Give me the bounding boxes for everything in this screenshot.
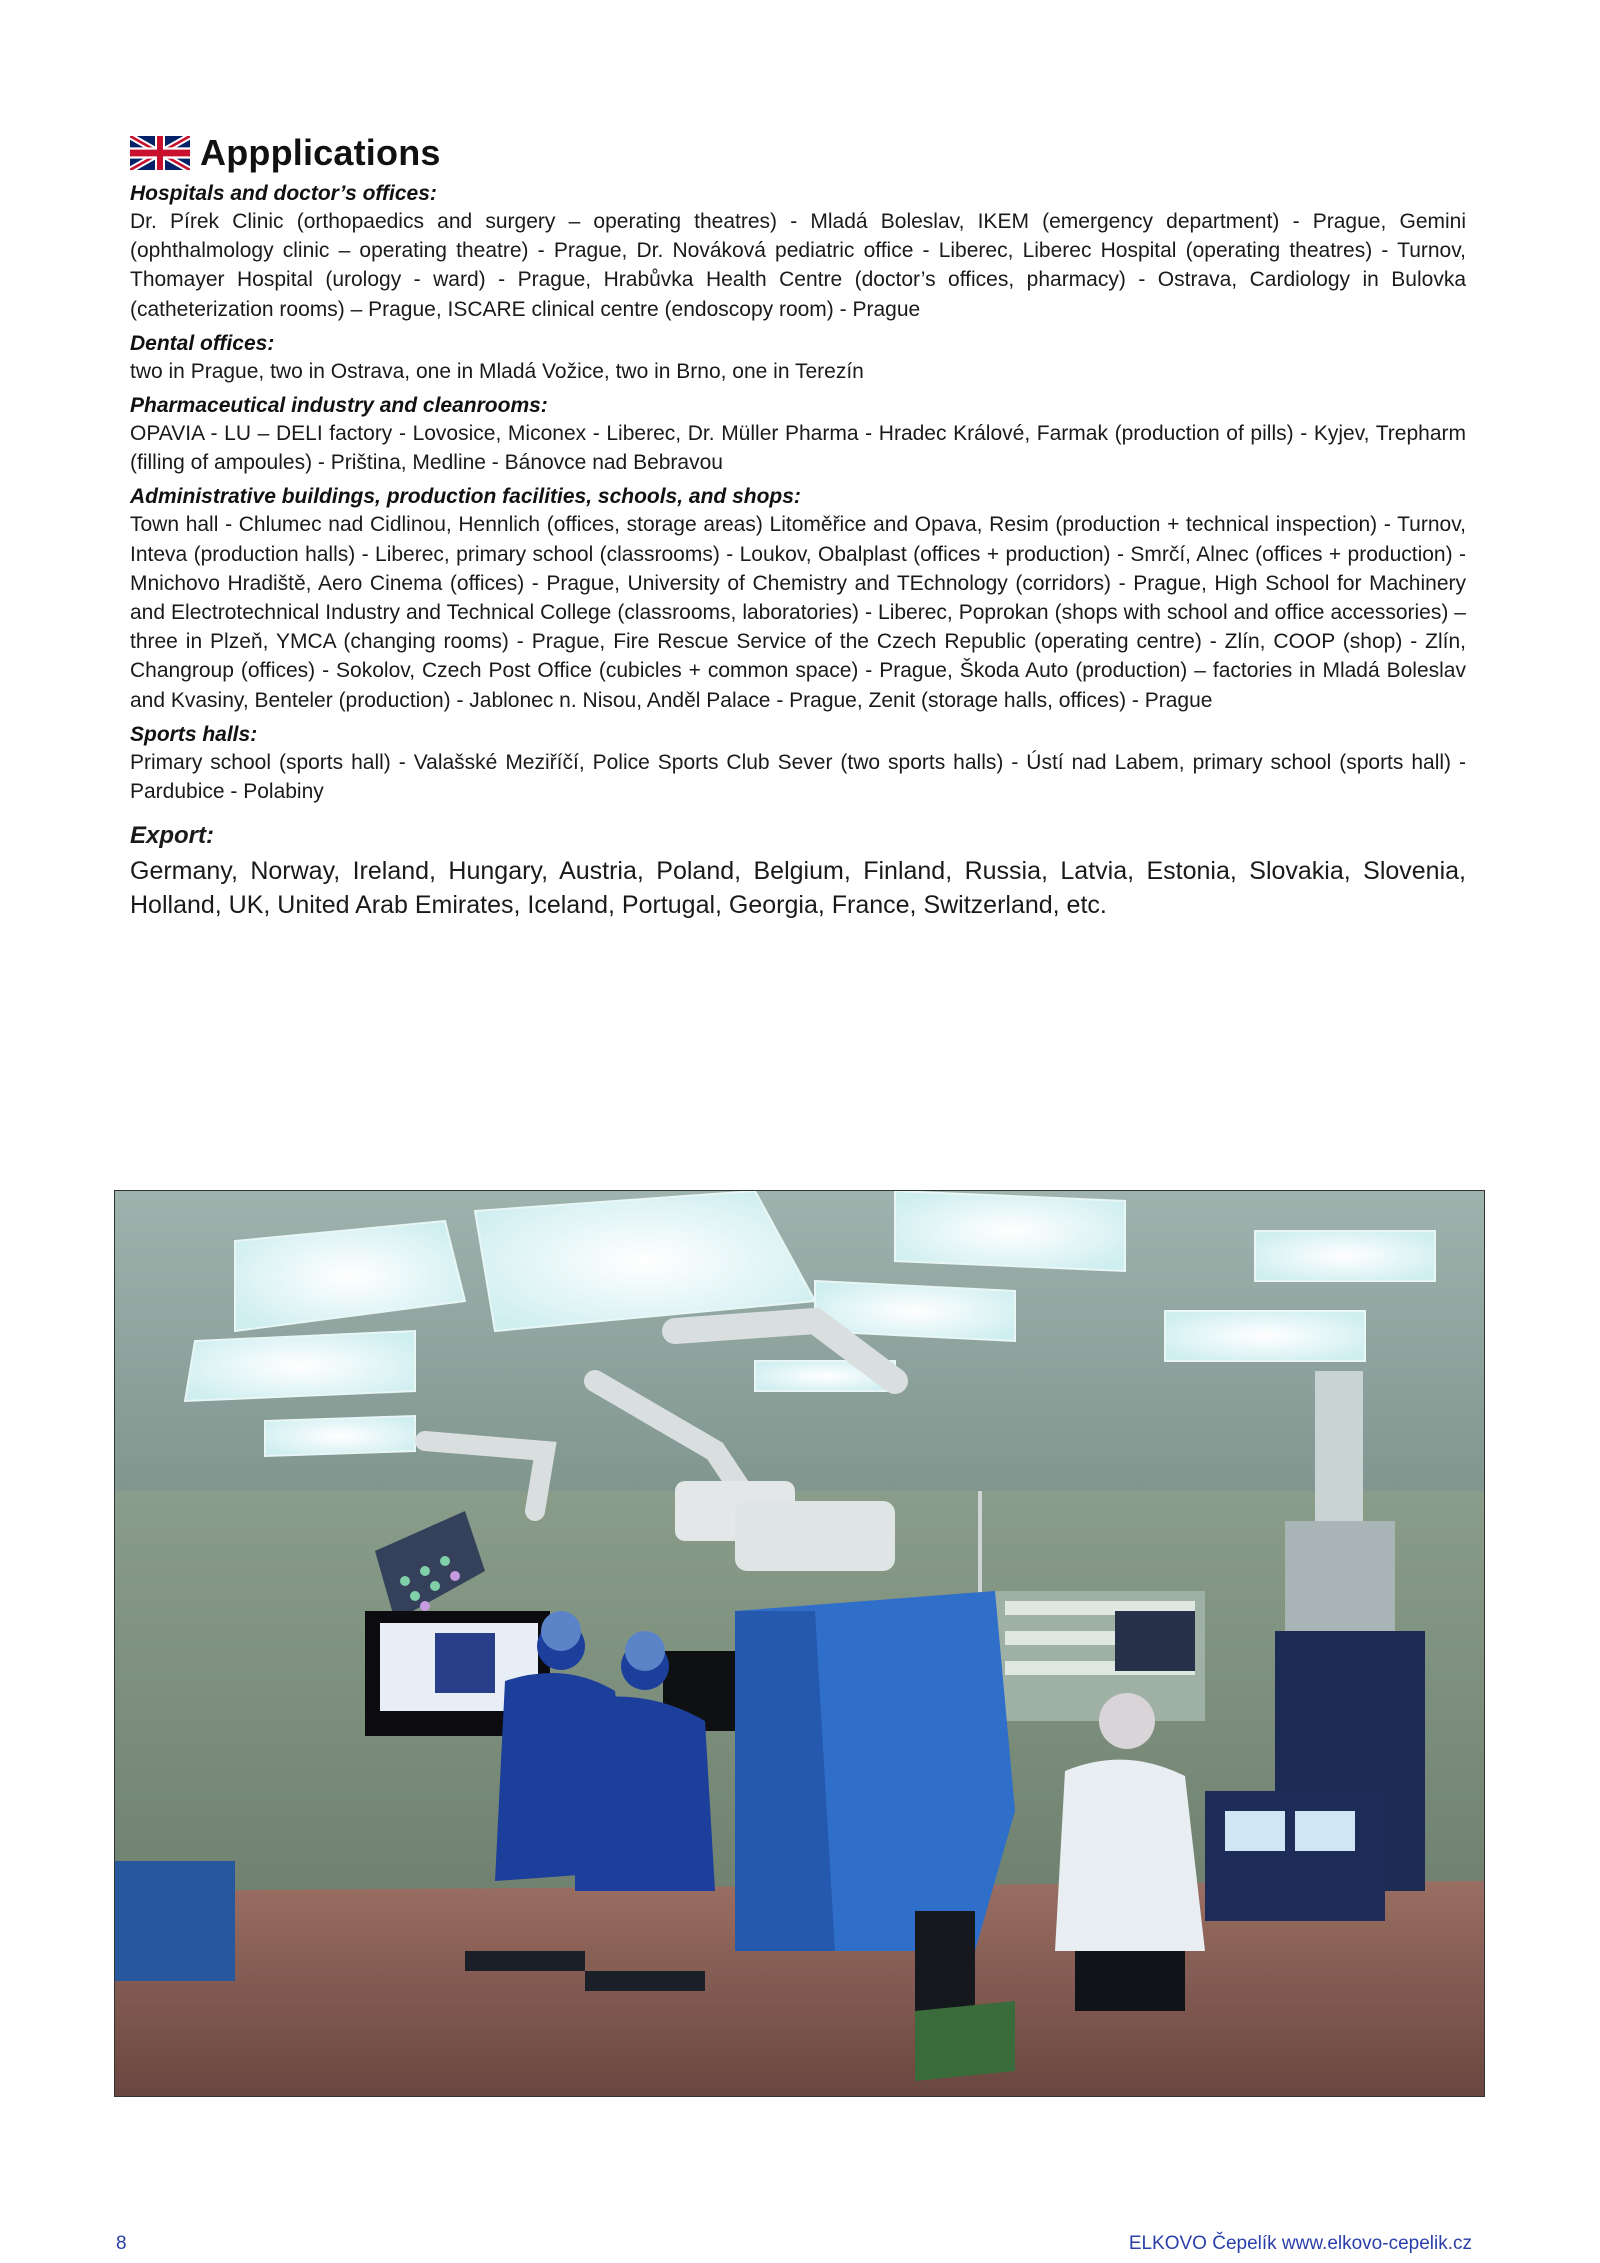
section-export [130,822,1466,922]
page-number: 8 [116,2233,127,2254]
section-title: Dental offices: [130,331,275,355]
page-title: Appplications [200,132,441,173]
section-hospitals [130,182,1466,324]
footer-brand: ELKOVO Čepelík www.elkovo-cepelik.cz [1128,2233,1472,2254]
content [130,132,1466,922]
section-body: two in Prague, two in Ostrava, one in Mladá Vožice, two in Brno, one in Terezín [130,359,864,383]
section-body: OPAVIA - LU – DELI factory - Lovosice, Miconex - Liberec, Dr. Müller Pharma - Hradec Králové, Farmak (production of pills) - Kyjev, Trepharm (filling of ampoules) - Priština, Medline - Bánovce nad Bebravou [130,422,1466,475]
section-body: Primary school (sports hall) - Valašské Meziříčí, Police Sports Club Sever (two sports halls) - Ústí nad Labem, primary school (sports hall) - Pardubice - Polabiny [130,750,1466,804]
export-body: Germany, Norway, Ireland, Hungary, Austria, Poland, Belgium, Finland, Russia, Latvia, Estonia, Slovakia, Slovenia, Holland, UK, United Arab Emirates, Iceland, Portugal, Georgia, France, Switzerland, etc. [130,857,1466,920]
heading [130,132,1466,174]
section-administrative [130,485,1466,714]
section-title: Pharmaceutical industry and cleanrooms: [130,394,548,418]
section-body: Dr. Pírek Clinic (orthopaedics and surgery – operating theatres) - Mladá Boleslav, IKEM (emergency department) - Prague, Gemini (ophthalmology clinic – operating theatre) - Prague, Dr. Nováková pediatric office - Liberec, Liberec Hospital (operating theatres) - Turnov, Thomayer Hospital (urology - ward) - Prague, Hrabůvka Health Centre (doctor’s offices, pharmacy) - Ostrava, Cardiology in Bulovka (catheterization rooms) – Prague, ISCARE clinical centre (endoscopy room) - Prague [130,210,1466,321]
section-title: Hospitals and doctor’s offices: [130,182,437,205]
section-title: Administrative buildings, production facilities, schools, and shops: [130,485,801,509]
uk-flag-icon [130,136,190,170]
operating-room-illustration [115,1191,1484,2096]
operating-room-photo [114,1190,1485,2097]
section-body: Town hall - Chlumec nad Cidlinou, Hennlich (offices, storage areas) Litoměřice and Opava, Resim (production + technical inspection) - Turnov, Inteva (production halls) - Liberec, primary school (classrooms) - Loukov, Obalplast (offices + production) - Smrčí, Alnec (offices + production) - Mnichovo Hradiště, Aero Cinema (offices) - Prague, University of Chemistry and TEchnology (corridors) - Prague, High School for Machinery and Electrotechnical Industry and Technical College (classrooms, laboratories) - Liberec, Poprokan (shops with school and office accessories) – three in Plzeň, YMCA (changing rooms) - Prague, Fire Rescue Service of the Czech Republic (operating centre) - Zlín, COOP (shop) - Zlín, Changroup (offices) - Sokolov, Czech Post Office (cubicles + common space) - Prague, Škoda Auto (production) – factories in Mladá Boleslav and Kvasiny, Benteler (production) - Jablonec n. Nisou, Anděl Palace - Prague, Zenit (storage halls, offices) - Prague [130,513,1466,712]
section-pharmaceutical [130,394,1466,477]
section-dental [130,332,1466,386]
section-title: Sports halls: [130,722,258,746]
section-sports [130,723,1466,806]
export-title: Export: [130,822,214,850]
